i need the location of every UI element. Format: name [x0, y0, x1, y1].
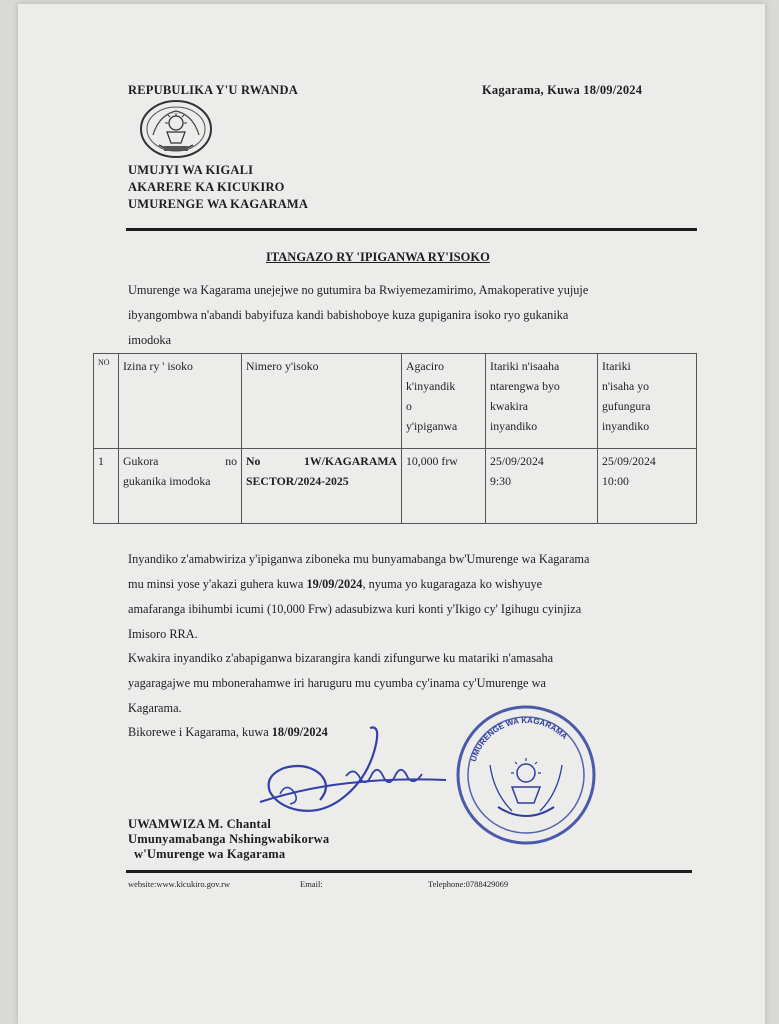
header-divider	[126, 228, 697, 231]
body-p2-line-1: Kwakira inyandiko z'abapiganwa bizarangira kandi zifungurwe ku matariki n'amasaha	[128, 651, 554, 665]
signatory-role: Umunyamabanga Nshingwabikorwa	[128, 832, 330, 846]
header-opening	[598, 354, 697, 449]
signatory-org: w'Umurenge wa Kagarama	[134, 847, 286, 861]
sector-heading: UMURENGE WA KAGARAMA	[128, 197, 309, 211]
header-value-l2: k'inyandik	[406, 379, 456, 393]
header-opening-l4: inyandiko	[602, 419, 650, 433]
header-opening-l2: n'isaha yo	[602, 379, 650, 393]
header-deadline-l4: inyandiko	[490, 419, 538, 433]
footer-email: Email:	[300, 879, 323, 889]
header-deadline	[486, 354, 598, 449]
stamp-text: UMURENGE WA KAGARAMA	[468, 715, 570, 763]
header-value-l3: o	[406, 399, 412, 413]
header-no: NO	[94, 354, 119, 449]
header-opening-l1: Itariki	[602, 359, 631, 373]
header-opening-l3: gufungura	[602, 399, 651, 413]
row-name-l1a: Gukora	[123, 454, 159, 468]
row-value: 10,000 frw	[402, 449, 486, 524]
row-number-l1b: 1W/KAGARAMA	[303, 454, 397, 468]
footer-website: website:www.kicukiro.gov.rw	[128, 879, 231, 889]
place-date: Kagarama, Kuwa 18/09/2024	[482, 83, 643, 97]
header-deadline-l3: kwakira	[490, 399, 528, 413]
official-stamp	[454, 703, 599, 848]
intro-line-2: ibyangombwa n'abandi babyifuza kandi babishoboye kuza gupiganira isoko ryo gukanika	[128, 308, 569, 322]
done-at-text: Bikorewe i Kagarama, kuwa	[128, 725, 272, 739]
body-p1-date: 19/09/2024	[306, 577, 363, 591]
header-value-l1: Agaciro	[406, 359, 444, 373]
row-opening	[598, 449, 697, 524]
intro-line-1: Umurenge wa Kagarama unejejwe no gutumira ba Rwiyemezamirimo, Amakoperative yujuje	[128, 283, 589, 297]
header-value	[402, 354, 486, 449]
row-opening-date: 25/09/2024	[602, 454, 656, 468]
body-p1-l2-a: mu minsi yose y'akazi guhera kuwa	[128, 577, 307, 591]
row-number	[242, 449, 402, 524]
row-name-l1b: no	[225, 454, 237, 468]
row-name	[119, 449, 242, 524]
rwanda-coat-of-arms-icon	[139, 99, 213, 161]
header-value-l4: y'ipiganwa	[406, 419, 458, 433]
body-p1-line-1: Inyandiko z'amabwiriza y'ipiganwa ziboneka mu bunyamabanga bw'Umurenge wa Kagarama	[128, 552, 590, 566]
row-deadline-date: 25/09/2024	[490, 454, 544, 468]
republic-heading: REPUBULIKA Y'U RWANDA	[128, 83, 298, 97]
city-heading: UMUJYI WA KIGALI	[128, 163, 254, 177]
header-name: Izina ry ' isoko	[119, 354, 242, 449]
body-p2-line-3: Kagarama.	[128, 701, 182, 715]
row-opening-time: 10:00	[602, 474, 629, 488]
header-number: Nimero y'isoko	[242, 354, 402, 449]
tender-table	[93, 353, 697, 524]
table-header-row	[94, 354, 697, 449]
footer-divider	[126, 870, 692, 873]
row-name-l2: gukanika imodoka	[123, 474, 211, 488]
body-p1-line-3: amafaranga ibihumbi icumi (10,000 Frw) adasubizwa kuri konti y'Ikigo cy' Igihugu cyinjiza	[128, 602, 582, 616]
body-p2-line-2: yagaragajwe mu mbonerahamwe iri haruguru mu cyumba cy'inama cy'Umurenge wa	[128, 676, 546, 690]
intro-line-3: imodoka	[128, 333, 172, 347]
body-p1-line-4: Imisoro RRA.	[128, 627, 198, 641]
row-number-l2: SECTOR/2024-2025	[246, 474, 349, 488]
table-row	[94, 449, 697, 524]
row-deadline	[486, 449, 598, 524]
document-title: ITANGAZO RY 'IPIGANWA RY'ISOKO	[266, 250, 490, 264]
header-deadline-l2: ntarengwa byo	[490, 379, 560, 393]
row-no: 1	[94, 449, 119, 524]
district-heading: AKARERE KA KICUKIRO	[128, 180, 285, 194]
footer-telephone: Telephone:0788429069	[428, 879, 509, 889]
body-p1-line-2	[128, 577, 542, 592]
header-deadline-l1: Itariki n'isaaha	[490, 359, 560, 373]
done-at-date: 18/09/2024	[271, 725, 328, 739]
handwritten-signature	[250, 722, 460, 822]
row-deadline-time: 9:30	[490, 474, 511, 488]
row-number-l1a: No	[246, 454, 261, 468]
signatory-name: UWAMWIZA M. Chantal	[128, 817, 272, 831]
body-p1-l2-c: , nyuma yo kugaragaza ko wishyuye	[362, 577, 543, 591]
